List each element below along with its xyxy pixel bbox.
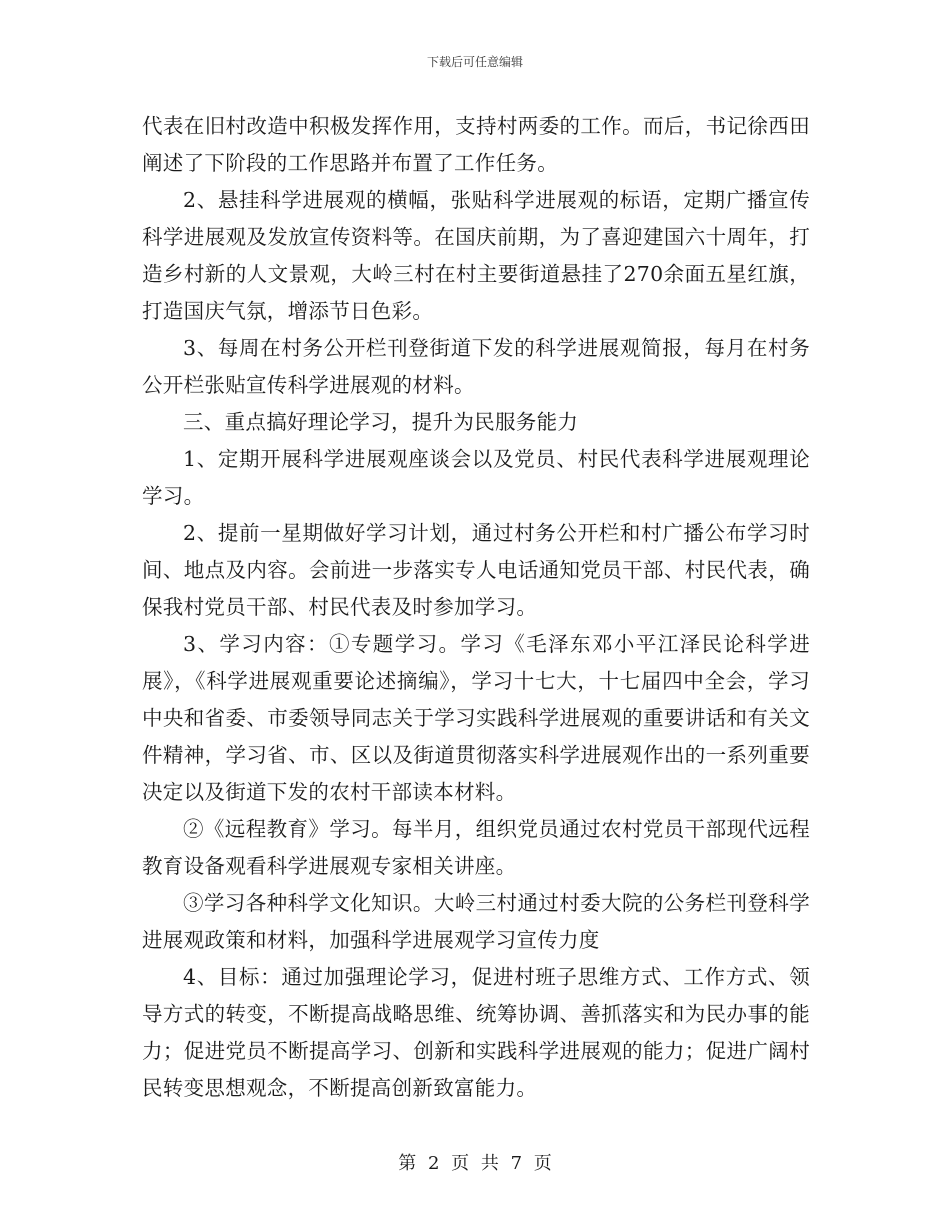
paragraph: ③学习各种科学文化知识。大岭三村通过村委大院的公务栏刊登科学进展观政策和材料，加强科学进展观学习宣传力度 <box>142 891 810 952</box>
paragraph: 4、目标：通过加强理论学习，促进村班子思维方式、工作方式、领导方式的转变，不断提高战略思维、统筹协调、善抓落实和为民办事的能力；促进党员不断提高学习、创新和实践科学进展观的能力；促进广阔村民转变思想观念，不断提高创新致富能力。 <box>142 965 810 1100</box>
paragraph-continuation: 代表在旧村改造中积极发挥作用，支持村两委的工作。而后，书记徐西田阐述了下阶段的工作思路并布置了工作任务。 <box>142 114 810 175</box>
paragraph: 2、悬挂科学进展观的横幅，张贴科学进展观的标语，定期广播宣传科学进展观及发放宣传资料等。在国庆前期，为了喜迎建国六十周年，打造乡村新的人文景观，大岭三村在村主要街道悬挂了270余面五星红旗，打造国庆气氛，增添节日色彩。 <box>142 188 810 323</box>
paragraph: ②《远程教育》学习。每半月，组织党员通过农村党员干部现代远程教育设备观看科学进展观专家相关讲座。 <box>142 817 810 878</box>
paragraph: 1、定期开展科学进展观座谈会以及党员、村民代表科学进展观理论学习。 <box>142 447 810 508</box>
document-body <box>142 108 810 1107</box>
paragraph: 3、学习内容：①专题学习。学习《毛泽东邓小平江泽民论科学进展》，《科学进展观重要论述摘编》，学习十七大，十七届四中全会，学习中央和省委、市委领导同志关于学习实践科学进展观的重要讲话和有关文件精神，学习省、市、区以及街道贯彻落实科学进展观作出的一系列重要决定以及街道下发的农村干部读本材料。 <box>142 632 810 804</box>
section-heading: 三、重点搞好理论学习，提升为民服务能力 <box>183 410 579 434</box>
paragraph: 2、提前一星期做好学习计划，通过村务公开栏和村广播公布学习时间、地点及内容。会前进一步落实专人电话通知党员干部、村民代表，确保我村党员干部、村民代表及时参加学习。 <box>142 521 810 619</box>
paragraph: 3、每周在村务公开栏刊登街道下发的科学进展观简报，每月在村务公开栏张贴宣传科学进展观的材料。 <box>142 336 810 397</box>
page-number-footer: 第 2 页 共 7 页 <box>398 1153 552 1174</box>
page-header: 下载后可任意编辑 <box>426 55 523 69</box>
